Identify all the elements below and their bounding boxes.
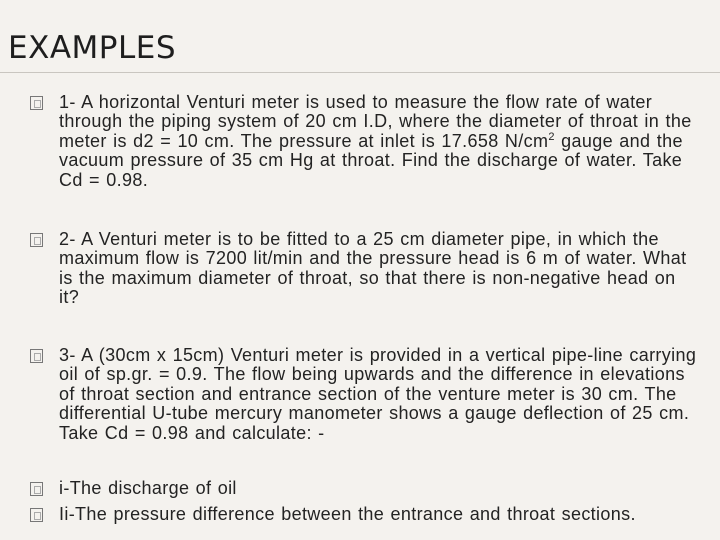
example-3-part-ii: Ii-The pressure difference between the entrance and throat sections. bbox=[59, 504, 636, 524]
list-item bbox=[30, 505, 702, 524]
example-2-text: 2- A Venturi meter is to be fitted to a 25 cm diameter pipe, in which the maximum flow is 7200 lit/min and the pressure head is 6 m of water. What is the maximum diameter of throat, so that there is non-negative head on it? bbox=[59, 229, 687, 308]
list-item bbox=[30, 230, 702, 308]
example-3-part-i: i-The discharge of oil bbox=[59, 478, 237, 498]
example-1-text: 1- A horizontal Venturi meter is used to measure the flow rate of water through the piping system of 20 cm I.D, where the diameter of throat in the meter is d2 = 10 cm. The pressure at inlet is 17.658 $N/cm^2$ gauge and the vacuum pressure of 35 cm Hg at throat. Find the discharge of water. Take Cd = 0.98. bbox=[59, 92, 692, 190]
square-bullet-icon bbox=[30, 233, 43, 247]
list-item bbox=[30, 346, 702, 443]
page-title: EXAMPLES bbox=[8, 30, 177, 66]
square-bullet-icon bbox=[30, 349, 43, 363]
list-item bbox=[30, 93, 702, 190]
square-bullet-icon bbox=[30, 508, 43, 522]
title-divider bbox=[0, 72, 720, 73]
list-item bbox=[30, 479, 702, 498]
square-bullet-icon bbox=[30, 96, 43, 110]
square-bullet-icon bbox=[30, 482, 43, 496]
example-3-text: 3- A (30cm x 15cm) Venturi meter is provided in a vertical pipe-line carrying oil of sp.gr. = 0.9. The flow being upwards and the difference in elevations of throat section and entrance section of the venture meter is 30 cm. The differential U-tube mercury manometer shows a gauge deflection of 25 cm. Take Cd = 0.98 and calculate: - bbox=[59, 345, 697, 443]
